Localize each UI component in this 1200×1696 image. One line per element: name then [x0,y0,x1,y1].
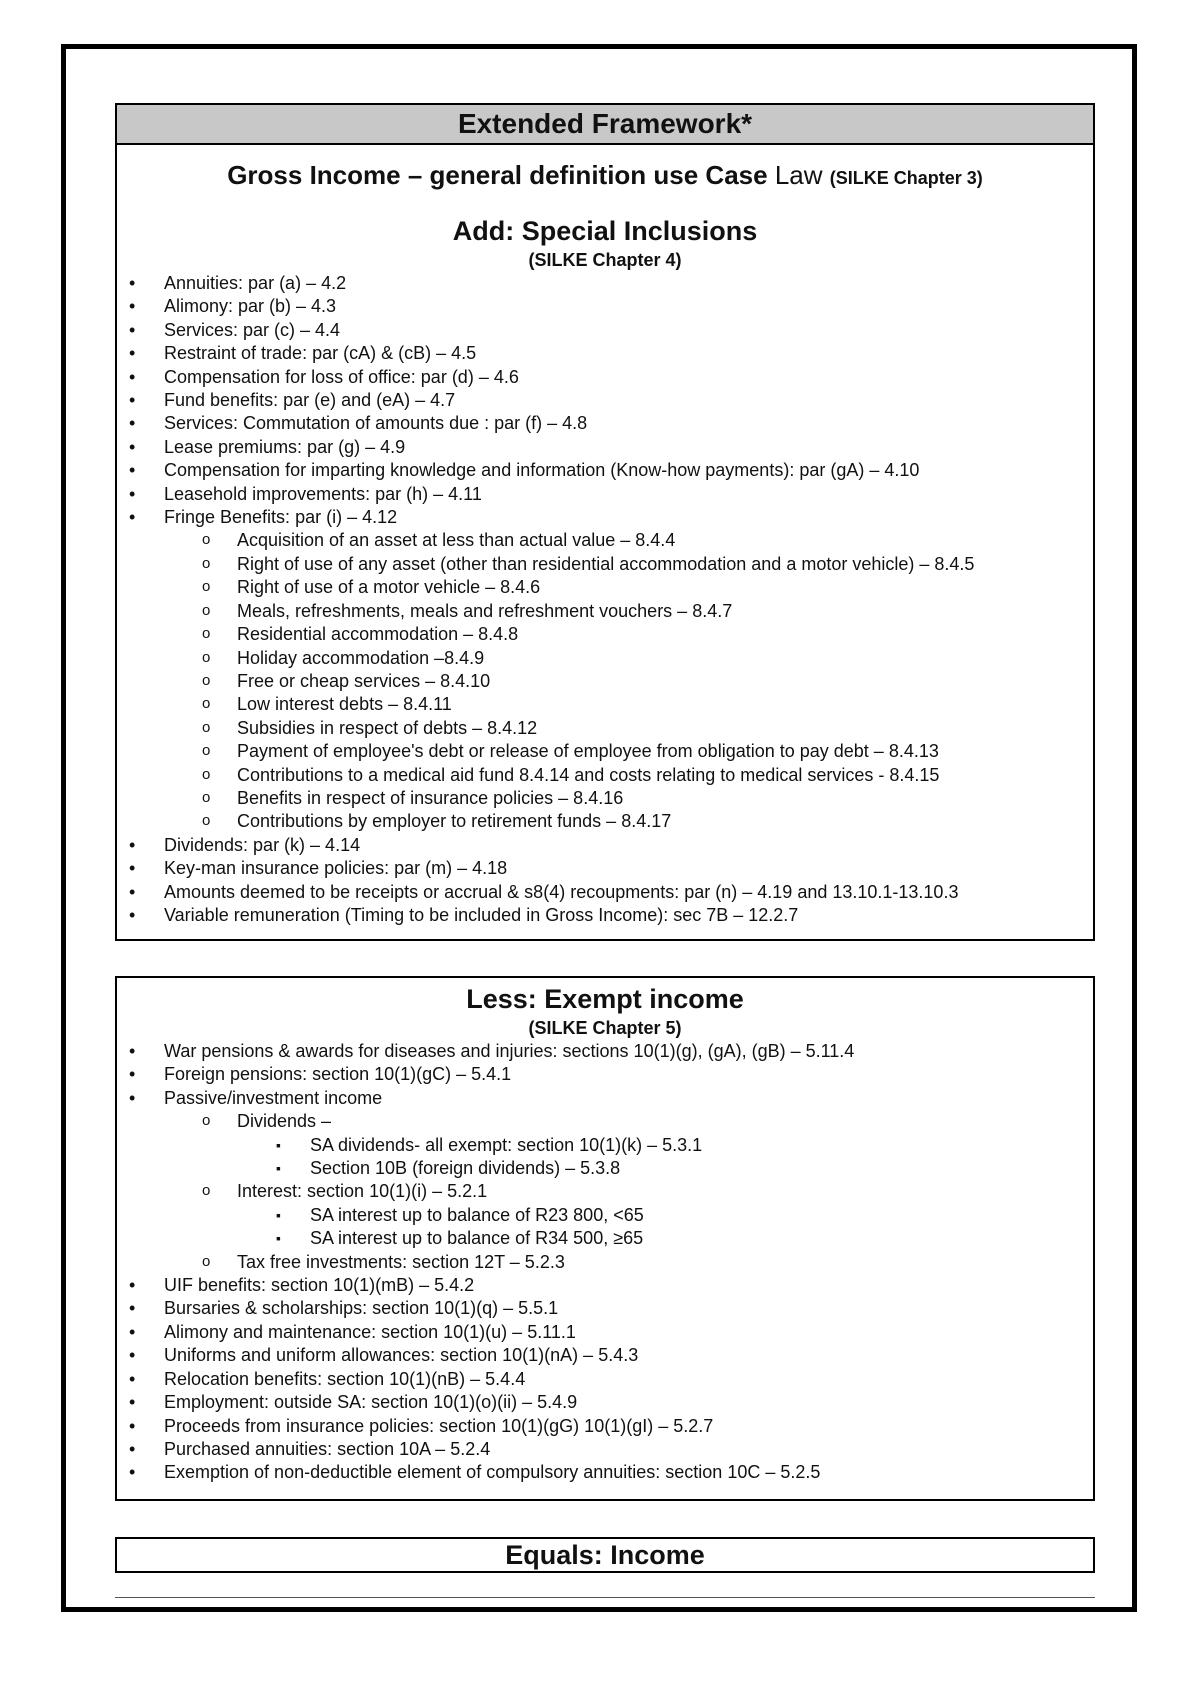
gross-income-title: Gross Income – general definition use Case [227,160,768,190]
gross-income-reference: (SILKE Chapter 3) [829,168,983,188]
list-item: • Services: Commutation of amounts due : par (f) – 4.8 [117,412,1093,435]
gross-income-law: Law [774,160,823,190]
gross-income-heading [117,159,1093,194]
list-item: • Restraint of trade: par (cA) & (cB) – 4.5 [117,342,1093,365]
inclusions-section [115,103,1095,941]
equals-income-title: Equals: Income [505,1540,705,1570]
list-item: • Key-man insurance policies: par (m) – 4.18 [117,857,1093,880]
sub-list-item: o Low interest debts – 8.4.11 [117,693,1093,716]
sub-list-item: o Residential accommodation – 8.4.8 [117,623,1093,646]
list-item: • Annuities: par (a) – 4.2 [117,272,1093,295]
list-item: • Foreign pensions: section 10(1)(gC) – 5.4.1 [117,1063,1093,1086]
list-item: • Uniforms and uniform allowances: section 10(1)(nA) – 5.4.3 [117,1344,1093,1367]
list-item: • UIF benefits: section 10(1)(mB) – 5.4.2 [117,1274,1093,1297]
list-item: • Lease premiums: par (g) – 4.9 [117,436,1093,459]
equals-income-section [115,1537,1095,1573]
exempt-income-section [115,976,1095,1501]
sub-list-item: o Tax free investments: section 12T – 5.2.3 [117,1251,1093,1274]
framework-title: Extended Framework* [117,105,1093,145]
list-item: • War pensions & awards for diseases and injuries: sections 10(1)(g), (gA), (gB) – 5.11.4 [117,1040,1093,1063]
list-item: • Passive/investment income [117,1087,1093,1110]
sub-list-item: o Right of use of a motor vehicle – 8.4.6 [117,576,1093,599]
sub-sub-list-item: ▪ SA dividends- all exempt: section 10(1)(k) – 5.3.1 [117,1134,1093,1157]
sub-list-item: o Holiday accommodation –8.4.9 [117,647,1093,670]
sub-list-item: o Payment of employee's debt or release of employee from obligation to pay debt – 8.4.13 [117,740,1093,763]
list-item: • Employment: outside SA: section 10(1)(o)(ii) – 5.4.9 [117,1391,1093,1414]
fringe-benefits-item: • Fringe Benefits: par (i) – 4.12 [117,506,1093,529]
exempt-income-reference: (SILKE Chapter 5) [528,1018,682,1038]
sub-list-item: o Dividends – [117,1110,1093,1133]
exempt-income-title: Less: Exempt income [466,984,744,1014]
sub-list-item: o Contributions by employer to retirement funds – 8.4.17 [117,810,1093,833]
footer-divider [115,1597,1095,1598]
sub-list-item: o Acquisition of an asset at less than actual value – 8.4.4 [117,529,1093,552]
list-item: • Variable remuneration (Timing to be included in Gross Income): sec 7B – 12.2.7 [117,904,1093,927]
sub-list-item: o Meals, refreshments, meals and refreshment vouchers – 8.4.7 [117,600,1093,623]
list-item: • Bursaries & scholarships: section 10(1)(q) – 5.5.1 [117,1297,1093,1320]
sub-sub-list-item: ▪ SA interest up to balance of R23 800, <65 [117,1204,1093,1227]
list-item: • Compensation for imparting knowledge and information (Know-how payments): par (gA) – 4.10 [117,459,1093,482]
list-item: • Proceeds from insurance policies: section 10(1)(gG) 10(1)(gI) – 5.2.7 [117,1415,1093,1438]
list-item: • Alimony: par (b) – 4.3 [117,295,1093,318]
sub-list-item: o Contributions to a medical aid fund 8.4.14 and costs relating to medical services - 8.4.15 [117,764,1093,787]
list-item: • Fund benefits: par (e) and (eA) – 4.7 [117,389,1093,412]
sub-list-item: o Subsidies in respect of debts – 8.4.12 [117,717,1093,740]
sub-sub-list-item: ▪ Section 10B (foreign dividends) – 5.3.8 [117,1157,1093,1180]
list-item: • Amounts deemed to be receipts or accrual & s8(4) recoupments: par (n) – 4.19 and 13.10.1-13.10.3 [117,881,1093,904]
sub-list-item: o Interest: section 10(1)(i) – 5.2.1 [117,1180,1093,1203]
list-item: • Relocation benefits: section 10(1)(nB) – 5.4.4 [117,1368,1093,1391]
sub-list-item: o Right of use of any asset (other than residential accommodation and a motor vehicle) – 8.4.5 [117,553,1093,576]
exempt-income-list [117,1040,1093,1485]
inclusions-reference: (SILKE Chapter 4) [528,250,682,270]
inclusions-list [117,272,1093,927]
list-item: • Dividends: par (k) – 4.14 [117,834,1093,857]
list-item: • Alimony and maintenance: section 10(1)(u) – 5.11.1 [117,1321,1093,1344]
sub-list-item: o Free or cheap services – 8.4.10 [117,670,1093,693]
sub-list-item: o Benefits in respect of insurance policies – 8.4.16 [117,787,1093,810]
list-item: • Services: par (c) – 4.4 [117,319,1093,342]
sub-sub-list-item: ▪ SA interest up to balance of R34 500, ≥65 [117,1227,1093,1250]
list-item: • Compensation for loss of office: par (d) – 4.6 [117,366,1093,389]
inclusions-title: Add: Special Inclusions [452,216,758,246]
list-item: • Leasehold improvements: par (h) – 4.11 [117,483,1093,506]
list-item: • Purchased annuities: section 10A – 5.2.4 [117,1438,1093,1461]
list-item: • Exemption of non-deductible element of compulsory annuities: section 10C – 5.2.5 [117,1461,1093,1484]
